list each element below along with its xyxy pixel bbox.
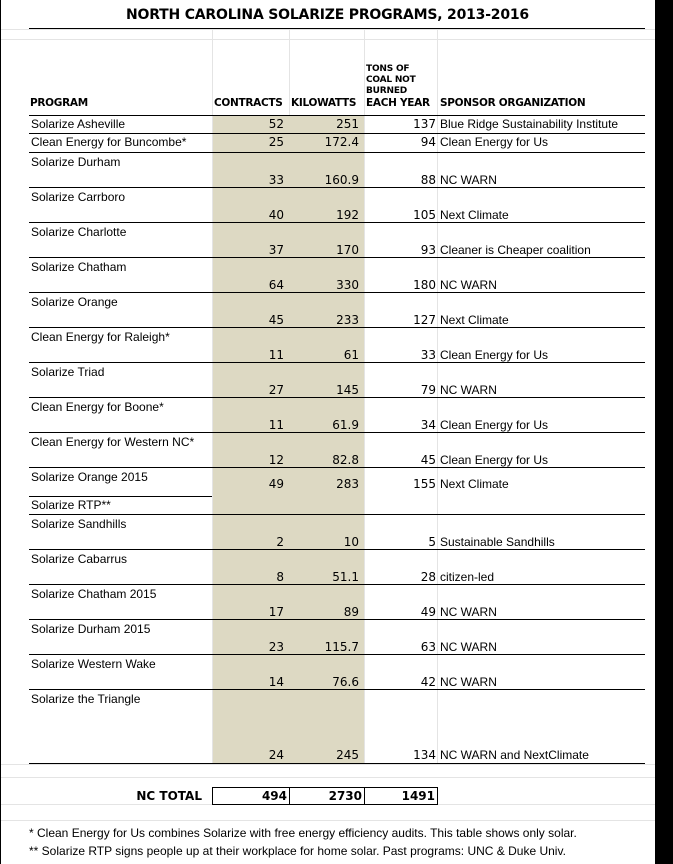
row-divider (29, 467, 645, 468)
program-name: Solarize Carrboro (31, 190, 126, 204)
contracts-value: 33 (268, 173, 284, 187)
tons-value: 34 (420, 418, 436, 432)
sponsor-organization: NC WARN (440, 173, 497, 187)
row-divider (29, 133, 645, 134)
program-name: Solarize the Triangle (31, 692, 141, 706)
row-divider (29, 689, 645, 690)
sponsor-organization: Clean Energy for Us (440, 135, 549, 149)
sponsor-organization: Clean Energy for Us (440, 453, 549, 467)
program-name: Clean Energy for Boone* (31, 400, 164, 414)
tons-value: 33 (420, 348, 436, 362)
tons-value: 94 (420, 135, 436, 149)
tons-value: 88 (420, 173, 436, 187)
total-tons: 1491 (364, 787, 438, 805)
program-name: Solarize Triad (31, 365, 105, 379)
row-divider (29, 327, 645, 328)
contracts-value: 11 (268, 348, 284, 362)
kilowatts-value: 251 (336, 117, 359, 131)
sponsor-organization: Next Climate (440, 208, 509, 222)
tons-value: 49 (420, 605, 436, 619)
grid-line (0, 820, 655, 821)
row-divider (29, 619, 645, 620)
contracts-value: 2 (276, 535, 284, 549)
sponsor-organization: Next Climate (440, 313, 509, 327)
program-name: Solarize Durham 2015 (31, 622, 151, 636)
kilowatts-value: 61.9 (332, 418, 359, 432)
contracts-value: 24 (268, 748, 284, 762)
tons-value: 79 (420, 383, 436, 397)
sponsor-organization: NC WARN (440, 605, 497, 619)
kilowatts-value: 245 (336, 748, 359, 762)
sponsor-organization: Next Climate (440, 477, 509, 491)
contracts-value: 25 (268, 135, 284, 149)
tons-value: 180 (413, 278, 436, 292)
sponsor-organization: NC WARN (440, 640, 497, 654)
contracts-value: 12 (268, 453, 284, 467)
row-divider (29, 514, 645, 515)
header-tons: EACH YEAR (366, 97, 430, 109)
program-name: Solarize Chatham (31, 260, 127, 274)
program-name: Solarize Charlotte (31, 225, 127, 239)
program-name: Solarize Western Wake (31, 657, 156, 671)
sponsor-organization: NC WARN (440, 675, 497, 689)
kilowatts-value: 283 (336, 477, 359, 491)
sponsor-organization: Cleaner is Cheaper coalition (440, 243, 591, 257)
program-name: Clean Energy for Buncombe* (31, 135, 187, 149)
tons-value: 127 (413, 313, 436, 327)
table-title: NORTH CAROLINA SOLARIZE PROGRAMS, 2013-2016 (126, 7, 529, 23)
program-name: Solarize Sandhills (31, 517, 127, 531)
kilowatts-value: 89 (343, 605, 359, 619)
sponsor-organization: Clean Energy for Us (440, 418, 549, 432)
program-name: Clean Energy for Raleigh* (31, 330, 170, 344)
tons-value: 5 (428, 535, 436, 549)
header-tons-line: COAL NOT (366, 75, 416, 85)
sponsor-organization: Sustainable Sandhills (440, 535, 555, 549)
kilowatts-value: 170 (336, 243, 359, 257)
row-divider (29, 257, 645, 258)
kilowatts-value: 82.8 (332, 453, 359, 467)
program-name: Clean Energy for Western NC* (31, 435, 195, 449)
row-divider (29, 152, 645, 153)
grid-line (0, 39, 655, 40)
row-divider (29, 584, 645, 585)
kilowatts-value: 61 (343, 348, 359, 362)
kilowatts-value: 233 (336, 313, 359, 327)
row-divider (29, 187, 645, 188)
program-name: Solarize Orange (31, 295, 118, 309)
contracts-value: 27 (268, 383, 284, 397)
program-name: Solarize RTP** (31, 498, 111, 512)
sponsor-organization: NC WARN (440, 278, 497, 292)
contracts-value: 64 (268, 278, 284, 292)
header-program: PROGRAM (30, 97, 88, 109)
kilowatts-value: 76.6 (332, 675, 359, 689)
row-divider (29, 654, 645, 655)
kilowatts-value: 172.4 (324, 135, 359, 149)
right-edge (655, 0, 673, 864)
title-underline (29, 28, 645, 29)
kilowatts-value: 160.9 (324, 173, 359, 187)
contracts-value: 8 (276, 570, 284, 584)
tons-value: 28 (420, 570, 436, 584)
row-divider (29, 397, 645, 398)
sponsor-organization: Blue Ridge Sustainability Institute (440, 117, 619, 131)
row-divider (29, 292, 645, 293)
program-name: Solarize Cabarrus (31, 552, 128, 566)
header-sponsor: SPONSOR ORGANIZATION (440, 97, 586, 109)
tons-value: 155 (413, 477, 436, 491)
footnote-2: ** Solarize RTP signs people up at their workplace for home solar. Past programs: UNC & Duke Univ. (29, 844, 566, 858)
program-name: Solarize Orange 2015 (31, 470, 148, 484)
left-edge (0, 0, 1, 864)
total-contracts: 494 (212, 787, 290, 805)
contracts-value: 17 (268, 605, 284, 619)
row-divider (29, 222, 645, 223)
kilowatts-value: 51.1 (332, 570, 359, 584)
program-name: Solarize Asheville (31, 117, 126, 131)
kilowatts-value: 330 (336, 278, 359, 292)
total-label: NC TOTAL (136, 789, 202, 803)
grid-line (0, 29, 655, 30)
tons-value: 42 (420, 675, 436, 689)
contracts-value: 40 (268, 208, 284, 222)
row-divider (29, 763, 645, 764)
tons-value: 45 (420, 453, 436, 467)
sponsor-organization: Clean Energy for Us (440, 348, 549, 362)
contracts-value: 23 (268, 640, 284, 654)
contracts-value: 52 (268, 117, 284, 131)
header-underline (29, 115, 645, 116)
contracts-value: 45 (268, 313, 284, 327)
header-tons-line: TONS OF (366, 64, 410, 74)
program-name: Solarize Chatham 2015 (31, 587, 157, 601)
row-divider (29, 432, 645, 433)
contracts-value: 11 (268, 418, 284, 432)
contracts-value: 37 (268, 243, 284, 257)
row-divider (29, 496, 212, 497)
header-tons-line: BURNED (366, 86, 408, 96)
footnote-1: * Clean Energy for Us combines Solarize with free energy efficiency audits. This table shows only solar. (29, 826, 577, 840)
kilowatts-value: 115.7 (324, 640, 359, 654)
tons-value: 63 (420, 640, 436, 654)
kilowatts-value: 192 (336, 208, 359, 222)
kilowatts-value: 10 (343, 535, 359, 549)
grid-line (0, 764, 655, 765)
tons-value: 137 (413, 117, 436, 131)
sponsor-organization: NC WARN (440, 383, 497, 397)
header-contracts: CONTRACTS (214, 97, 283, 109)
sponsor-organization: NC WARN and NextClimate (440, 748, 589, 762)
program-name: Solarize Durham (31, 155, 121, 169)
tons-value: 105 (413, 208, 436, 222)
kilowatts-value: 145 (336, 383, 359, 397)
header-kilowatts: KILOWATTS (291, 97, 357, 109)
tons-value: 93 (420, 243, 436, 257)
tons-value: 134 (413, 748, 436, 762)
sponsor-organization: citizen-led (440, 570, 495, 584)
row-divider (29, 549, 645, 550)
grid-line (0, 777, 655, 778)
contracts-value: 49 (268, 477, 284, 491)
total-kilowatts: 2730 (289, 787, 365, 805)
row-divider (29, 362, 645, 363)
contracts-value: 14 (268, 675, 284, 689)
